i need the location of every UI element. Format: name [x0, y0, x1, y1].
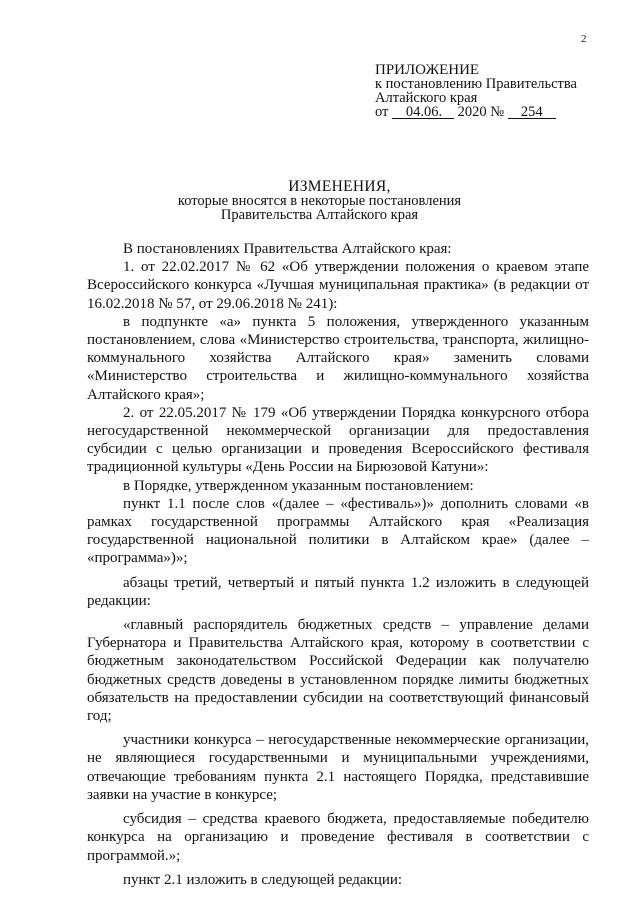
paragraph: 1. от 22.02.2017 № 62 «Об утверждении положения о краевом этапе Всероссийского конкурса «Лучшая муниципальная практика» (в редакции от 16.02.2018 № 57, от 29.06.2018 № 241): [87, 259, 589, 312]
appendix-year: 2020 № [457, 104, 505, 120]
paragraph: в Порядке, утвержденном указанным постановлением: [123, 477, 474, 494]
paragraph: В постановлениях Правительства Алтайского края: [123, 241, 452, 257]
appendix-number: 254 [508, 106, 556, 119]
paragraph: пункт 2.1 изложить в следующей редакции: [123, 871, 403, 888]
document-body [87, 240, 589, 889]
paragraph: субсидия – средства краевого бюджета, предоставляемые победителю конкурса на организацию и проведение фестиваля в соответствии с программой.»; [87, 811, 589, 864]
appendix-from-label: от [375, 104, 389, 120]
page-number: 2 [581, 33, 587, 45]
paragraph: участники конкурса – негосударственные некоммерческие организации, не являющиеся государственными и муниципальными учреждениями, отвечающие требованиям пункта 2.1 настоящего Порядка, представившие заявки на участие в конкурсе; [87, 732, 589, 803]
appendix-line-3: Алтайского края [375, 90, 478, 106]
appendix-date-line [375, 105, 577, 119]
paragraph: 2. от 22.05.2017 № 179 «Об утверждении Порядка конкурсного отбора негосударственной некоммерческой организации для предоставления субсидии с целью организации и проведения Всероссийского фестиваля традиционной культуры «День России на Бирюзовой Катуни»: [87, 404, 589, 476]
appendix-title: ПРИЛОЖЕНИЕ [375, 62, 480, 78]
document-heading [0, 180, 639, 222]
document-subtitle-line-1: которые вносятся в некоторые постановления [177, 193, 462, 209]
document-title: ИЗМЕНЕНИЯ, [288, 178, 391, 195]
document-subtitle-line-2: Правительства Алтайского края [220, 207, 419, 223]
paragraph: «главный распорядитель бюджетных средств – управление делами Губернатора и Правительства Алтайского края, которому в соответствии с бюджетным законодательством Российской Федерации как получателю бюджетных средств доведены в установленном порядке лимиты бюджетных обязательств на предоставлении субсидии на соответствующий финансовый год; [87, 617, 589, 725]
paragraph: пункт 1.1 после слов «(далее – «фестиваль»)» дополнить словами «в рамках государственной программы Алтайского края «Реализация государственной национальной политики в Алтайском крае» (далее – «программа»)»; [87, 495, 589, 567]
paragraph: абзацы третий, четвертый и пятый пункта 1.2 изложить в следующей редакции: [87, 574, 589, 609]
appendix-line-2: к постановлению Правительства [375, 76, 577, 92]
paragraph: в подпункте «а» пункта 5 положения, утвержденного указанным постановлением, слова «Министерство строительства, транспорта, жилищно-коммунального хозяйства Алтайского края» заменить словами «Министерство строительства и жилищно-коммунального хозяйства Алтайского края»; [87, 313, 589, 403]
appendix-block [375, 63, 577, 119]
appendix-date: 04.06. [392, 106, 454, 119]
